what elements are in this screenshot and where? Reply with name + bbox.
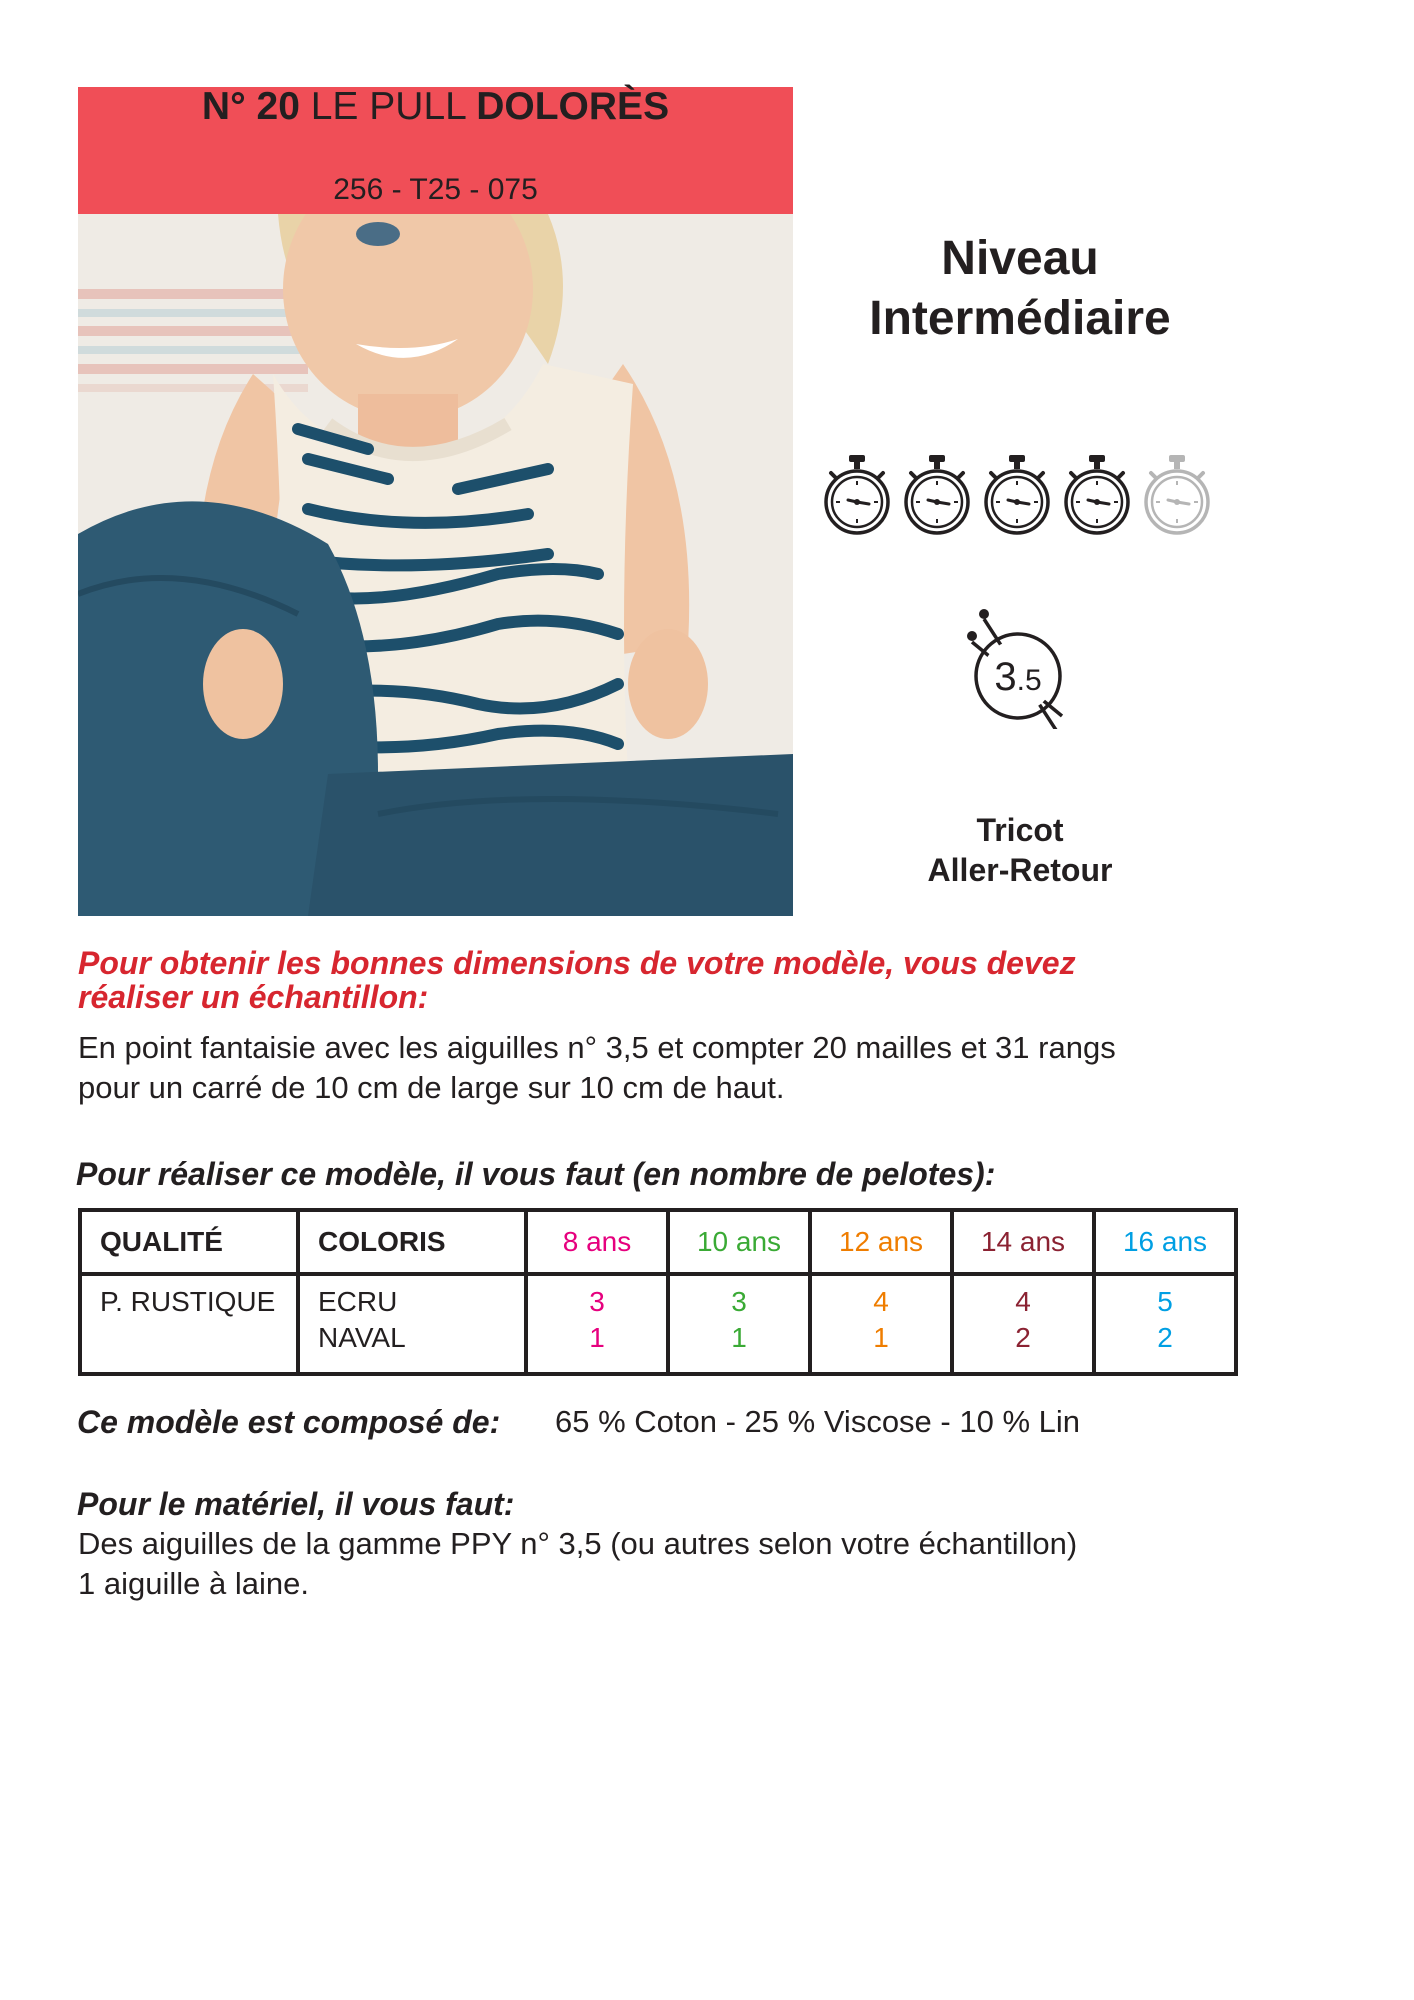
difficulty-level [800,229,1240,349]
difficulty-label: Niveau [941,232,1099,285]
pattern-name: DOLORÈS [476,85,670,128]
ecru-quantity: 3 [731,1286,747,1317]
color-ecru: ECRU [318,1286,398,1317]
needle-size-badge [958,604,1078,729]
colors-cell [298,1274,526,1374]
column-header-quality: QUALITÉ [80,1210,298,1274]
quality-cell: P. RUSTIQUE [80,1274,298,1374]
ecru-quantity: 4 [1015,1286,1031,1317]
stopwatch-icon [822,453,892,538]
material-line2: 1 aiguille à laine. [78,1566,309,1601]
material-heading: Pour le matériel, il vous faut: [77,1486,515,1522]
yarn-table [78,1208,1238,1376]
column-header-size: 10 ans [668,1210,810,1274]
size-quantity-cell [668,1274,810,1374]
column-header-size: 8 ans [526,1210,668,1274]
pattern-number: N° 20 [201,85,300,128]
naval-quantity: 2 [1015,1322,1031,1353]
gauge-heading [78,946,1338,1014]
gauge-heading-line2: réaliser un échantillon: [78,979,429,1015]
size-quantity-cell [1094,1274,1236,1374]
pattern-prefix: LE PULL [310,85,466,128]
column-header-size: 12 ans [810,1210,952,1274]
stopwatch-icon [982,453,1052,538]
material-text [78,1524,1338,1604]
size-quantity-cell [526,1274,668,1374]
composition-value: 65 % Coton - 25 % Viscose - 10 % Lin [555,1404,1080,1439]
size-quantity-cell [810,1274,952,1374]
material-line1: Des aiguilles de la gamme PPY n° 3,5 (ou autres selon votre échantillon) [78,1526,1078,1561]
stopwatch-icon [1062,453,1132,538]
column-header-colors: COLORIS [298,1210,526,1274]
pattern-title [78,84,793,130]
model-photo [78,214,793,916]
stopwatch-icon [1142,453,1212,538]
color-naval: NAVAL [318,1322,406,1353]
gauge-text [78,1028,1338,1108]
naval-quantity: 2 [1157,1322,1173,1353]
needle-size-integer: 3 [994,655,1017,699]
naval-quantity: 1 [731,1322,747,1353]
ecru-quantity: 5 [1157,1286,1173,1317]
yarn-heading: Pour réaliser ce modèle, il vous faut (en nombre de pelotes): [76,1156,996,1192]
naval-quantity: 1 [873,1322,889,1353]
gauge-heading-line1: Pour obtenir les bonnes dimensions de votre modèle, vous devez [78,945,1076,981]
technique-line2: Aller-Retour [927,852,1113,888]
composition-heading: Ce modèle est composé de: [77,1404,501,1440]
difficulty-value: Intermédiaire [869,292,1171,345]
column-header-size: 16 ans [1094,1210,1236,1274]
naval-quantity: 1 [589,1322,605,1353]
stopwatch-icon [902,453,972,538]
technique [840,810,1200,890]
ecru-quantity: 4 [873,1286,889,1317]
ecru-quantity: 3 [589,1286,605,1317]
column-header-size: 14 ans [952,1210,1094,1274]
needle-size-decimal: .5 [1016,664,1042,697]
table-row [80,1274,1236,1374]
gauge-text-line2: pour un carré de 10 cm de large sur 10 cm de haut. [78,1070,785,1105]
difficulty-timers [822,453,1212,538]
table-header-row [80,1210,1236,1274]
size-quantity-cell [952,1274,1094,1374]
technique-line1: Tricot [976,812,1064,848]
pattern-reference: 256 - T25 - 075 [333,173,538,206]
gauge-text-line1: En point fantaisie avec les aiguilles n° 3,5 et compter 20 mailles et 31 rangs [78,1030,1116,1065]
